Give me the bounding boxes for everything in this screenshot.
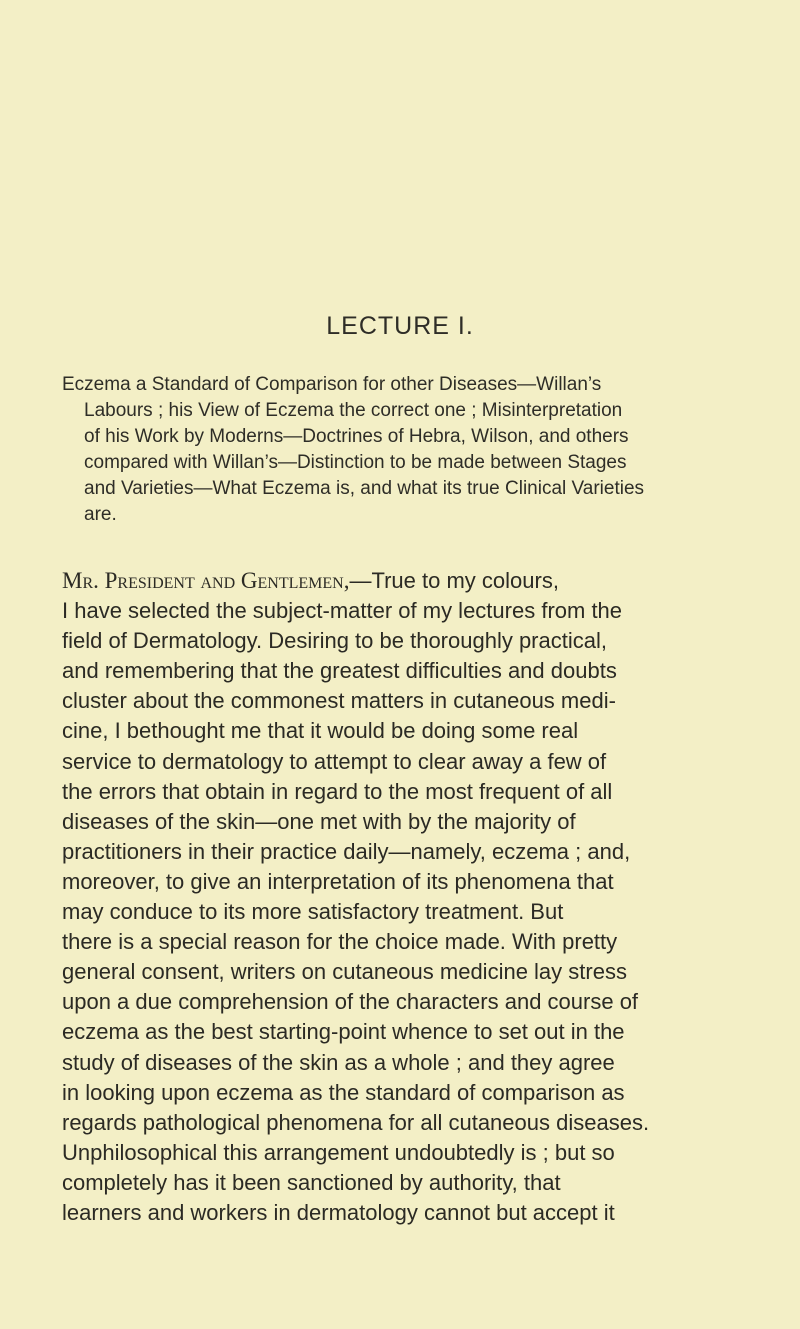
body-line: completely has it been sanctioned by authority, that [62,1169,561,1195]
opening-rest: —True to my colours, [349,568,559,593]
summary-line: compared with Willan’s—Distinction to be made between Stages [84,452,627,473]
body-line: service to dermatology to attempt to clear away a few of [62,748,607,774]
body-line: moreover, to give an interpretation of its phenomena that [62,868,614,894]
body-line: cine, I bethought me that it would be doing some real [62,718,579,744]
body-line: in looking upon eczema as the standard of comparison as [62,1079,625,1105]
lecture-summary [62,372,762,528]
body-line: practitioners in their practice daily—namely, eczema ; and, [62,838,631,864]
body-line: and remembering that the greatest difficulties and doubts [62,658,617,684]
body-line: there is a special reason for the choice made. With pretty [62,929,618,955]
body-line: the errors that obtain in regard to the most frequent of all [62,778,613,804]
body-line: learners and workers in dermatology cannot but accept it [62,1199,615,1225]
body-line: Unphilosophical this arrangement undoubtedly is ; but so [62,1139,615,1165]
opening-line [62,566,782,596]
lecture-heading: LECTURE I. [326,312,474,340]
body-line: field of Dermatology. Desiring to be thoroughly practical, [62,628,607,654]
body-line: diseases of the skin—one met with by the majority of [62,808,576,834]
body-line: general consent, writers on cutaneous medicine lay stress [62,959,627,985]
body-line: study of diseases of the skin as a whole ; and they agree [62,1049,615,1075]
summary-line: of his Work by Moderns—Doctrines of Hebra, Wilson, and others [84,426,629,447]
body-line: eczema as the best starting-point whence to set out in the [62,1019,625,1045]
summary-line: Eczema a Standard of Comparison for other Diseases—Willan’s [62,374,602,395]
body-line: cluster about the commonest matters in cutaneous medi- [62,688,616,714]
body-paragraph [62,566,782,1228]
body-line: may conduce to its more satisfactory treatment. But [62,899,564,925]
salutation: Mr. President and Gentlemen, [62,568,350,593]
body-line: I have selected the subject-matter of my lectures from the [62,598,623,624]
summary-line: Labours ; his View of Eczema the correct one ; Misinterpretation [84,400,623,421]
summary-line: and Varieties—What Eczema is, and what its true Clinical Varieties [84,478,645,499]
body-line: regards pathological phenomena for all cutaneous diseases. [62,1109,650,1135]
body-line: upon a due comprehension of the characters and course of [62,989,639,1015]
summary-line: are. [84,504,117,525]
